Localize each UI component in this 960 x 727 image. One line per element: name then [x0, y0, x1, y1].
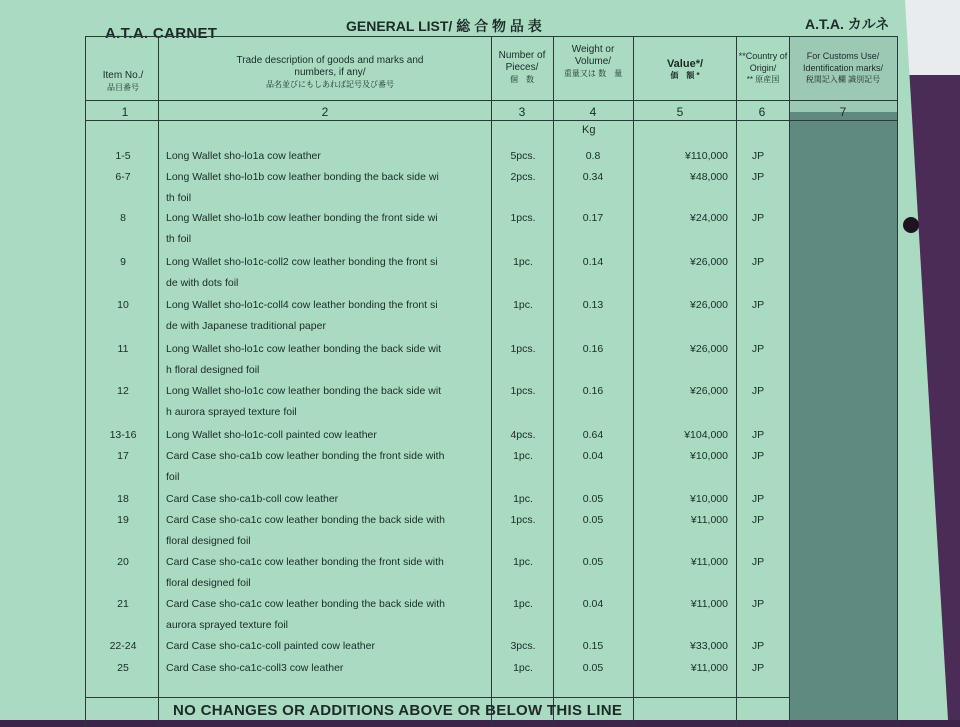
item-description: de with dots foil — [166, 277, 239, 289]
col-number: 7 — [839, 105, 847, 119]
item-value: ¥26,000 — [690, 256, 728, 268]
item-value: ¥10,000 — [690, 450, 728, 462]
header-item-no: Item No./ 品目番号 — [102, 70, 144, 92]
col-number: 4 — [589, 105, 597, 119]
item-weight: 0.8 — [585, 150, 601, 162]
item-description: Long Wallet sho-lo1a cow leather — [166, 150, 321, 162]
item-country: JP — [751, 640, 765, 652]
item-description: Card Case sho-ca1c-coll3 cow leather — [166, 662, 344, 674]
item-number: 1-5 — [115, 150, 131, 162]
item-value: ¥110,000 — [684, 150, 728, 162]
item-value: ¥10,000 — [690, 493, 728, 505]
item-weight: 0.16 — [582, 385, 604, 397]
item-description: Card Case sho-ca1c-coll painted cow leather — [166, 640, 375, 652]
col-divider — [897, 36, 898, 726]
item-country: JP — [751, 212, 765, 224]
item-pieces: 3pcs. — [510, 640, 536, 652]
item-description: h floral designed foil — [166, 364, 260, 376]
header-country: **Country of Origin/ ** 原産国 — [738, 51, 788, 84]
header-pieces: Number of Pieces/ 個 数 — [498, 50, 546, 84]
item-number: 6-7 — [115, 171, 131, 183]
item-description: aurora sprayed texture foil — [166, 619, 288, 631]
col-number: 6 — [758, 105, 766, 119]
item-number: 21 — [117, 598, 129, 610]
col-divider — [553, 36, 554, 726]
item-description: Long Wallet sho-lo1c cow leather bonding the back side wit — [166, 385, 442, 397]
item-country: JP — [751, 450, 765, 462]
item-description: h aurora sprayed texture foil — [166, 406, 297, 418]
item-weight: 0.05 — [582, 493, 604, 505]
item-weight: 0.04 — [582, 598, 604, 610]
item-pieces: 1pc. — [513, 662, 533, 674]
header-weight: Weight or Volume/ 重量又は 数 量 — [563, 44, 623, 78]
item-description: Long Wallet sho-lo1b cow leather bonding the front side wi — [166, 212, 438, 224]
item-pieces: 1pc. — [513, 556, 533, 568]
punch-hole — [903, 217, 919, 233]
item-value: ¥26,000 — [690, 385, 728, 397]
document-title-right: A.T.A. カルネ — [805, 16, 890, 32]
item-value: ¥33,000 — [690, 640, 728, 652]
item-pieces: 1pcs. — [510, 212, 536, 224]
item-description: Long Wallet sho-lo1c-coll2 cow leather bonding the front si — [166, 256, 438, 268]
item-description: foil — [166, 471, 180, 483]
item-value: ¥26,000 — [690, 299, 728, 311]
item-description: th foil — [166, 192, 192, 204]
item-number: 10 — [117, 299, 129, 311]
item-country: JP — [751, 385, 765, 397]
weight-unit-label: Kg — [582, 124, 596, 136]
item-pieces: 5pcs. — [510, 150, 536, 162]
item-number: 25 — [117, 662, 129, 674]
item-number: 13-16 — [109, 429, 137, 441]
item-number: 19 — [117, 514, 129, 526]
item-weight: 0.16 — [582, 343, 604, 355]
item-number: 17 — [117, 450, 129, 462]
item-description: Long Wallet sho-lo1c-coll painted cow leather — [166, 429, 377, 441]
item-weight: 0.17 — [582, 212, 604, 224]
header-description: Trade description of goods and marks and numbers, if any/ 品名並びにもしあれば記号及び番号 — [236, 55, 424, 89]
item-number: 22-24 — [109, 640, 137, 652]
col-number: 1 — [121, 105, 129, 119]
item-description: de with Japanese traditional paper — [166, 320, 326, 332]
item-number: 20 — [117, 556, 129, 568]
item-weight: 0.05 — [582, 556, 604, 568]
item-pieces: 4pcs. — [510, 429, 536, 441]
item-country: JP — [751, 429, 765, 441]
item-number: 8 — [120, 212, 126, 224]
col-number: 5 — [676, 105, 684, 119]
item-description: Long Wallet sho-lo1c-coll4 cow leather bonding the front si — [166, 299, 438, 311]
item-description: Card Case sho-ca1c cow leather bonding the back side with — [166, 514, 445, 526]
item-pieces: 1pcs. — [510, 385, 536, 397]
item-description: floral designed foil — [166, 577, 251, 589]
item-pieces: 1pc. — [513, 450, 533, 462]
item-country: JP — [751, 598, 765, 610]
item-weight: 0.04 — [582, 450, 604, 462]
item-country: JP — [751, 662, 765, 674]
item-weight: 0.14 — [582, 256, 604, 268]
item-value: ¥11,000 — [690, 598, 728, 610]
item-number: 12 — [117, 385, 129, 397]
document-title-center: GENERAL LIST/ 総 合 物 品 表 — [346, 18, 542, 34]
item-country: JP — [751, 343, 765, 355]
item-pieces: 1pc. — [513, 598, 533, 610]
item-weight: 0.34 — [582, 171, 604, 183]
item-country: JP — [751, 256, 765, 268]
footer-notice: NO CHANGES OR ADDITIONS ABOVE OR BELOW THIS LINE — [173, 702, 623, 719]
col-divider — [633, 36, 634, 726]
col-divider — [736, 36, 737, 726]
item-number: 9 — [120, 256, 126, 268]
header-customs: For Customs Use/ Identification marks/ 税関記入欄 識別記号 — [802, 51, 884, 84]
col-number: 3 — [518, 105, 526, 119]
item-country: JP — [751, 556, 765, 568]
item-value: ¥11,000 — [690, 556, 728, 568]
item-description: th foil — [166, 233, 192, 245]
item-value: ¥24,000 — [690, 212, 728, 224]
item-country: JP — [751, 299, 765, 311]
document-title-left: A.T.A. CARNET — [105, 25, 218, 42]
item-pieces: 1pc. — [513, 256, 533, 268]
item-pieces: 1pcs. — [510, 343, 536, 355]
item-country: JP — [751, 150, 765, 162]
item-value: ¥11,000 — [690, 662, 728, 674]
col-divider — [158, 36, 159, 726]
item-value: ¥104,000 — [684, 429, 728, 441]
item-pieces: 1pcs. — [510, 514, 536, 526]
header-value: Value*/ 価 額 * — [666, 58, 704, 80]
item-country: JP — [751, 493, 765, 505]
item-weight: 0.64 — [582, 429, 604, 441]
item-value: ¥26,000 — [690, 343, 728, 355]
item-description: Card Case sho-ca1c cow leather bonding the back side with — [166, 598, 445, 610]
item-weight: 0.13 — [582, 299, 604, 311]
header-rule — [85, 100, 897, 101]
item-number: 11 — [117, 343, 129, 355]
item-description: Long Wallet sho-lo1c cow leather bonding the back side wit — [166, 343, 442, 355]
item-description: Card Case sho-ca1c cow leather bonding the front side with — [166, 556, 444, 568]
item-description: Long Wallet sho-lo1b cow leather bonding the back side wi — [166, 171, 439, 183]
col-divider — [491, 36, 492, 726]
item-weight: 0.05 — [582, 662, 604, 674]
item-pieces: 2pcs. — [510, 171, 536, 183]
item-number: 18 — [117, 493, 129, 505]
item-country: JP — [751, 171, 765, 183]
adjacent-paper — [900, 0, 960, 75]
header-rule — [85, 120, 897, 121]
item-description: floral designed foil — [166, 535, 251, 547]
col-divider — [789, 36, 790, 726]
footer-rule — [85, 697, 790, 698]
item-pieces: 1pc. — [513, 299, 533, 311]
item-value: ¥48,000 — [690, 171, 728, 183]
item-description: Card Case sho-ca1b cow leather bonding the front side with — [166, 450, 445, 462]
item-description: Card Case sho-ca1b-coll cow leather — [166, 493, 339, 505]
col-number: 2 — [321, 105, 329, 119]
item-weight: 0.05 — [582, 514, 604, 526]
item-weight: 0.15 — [582, 640, 604, 652]
item-country: JP — [751, 514, 765, 526]
item-pieces: 1pc. — [513, 493, 533, 505]
item-value: ¥11,000 — [690, 514, 728, 526]
